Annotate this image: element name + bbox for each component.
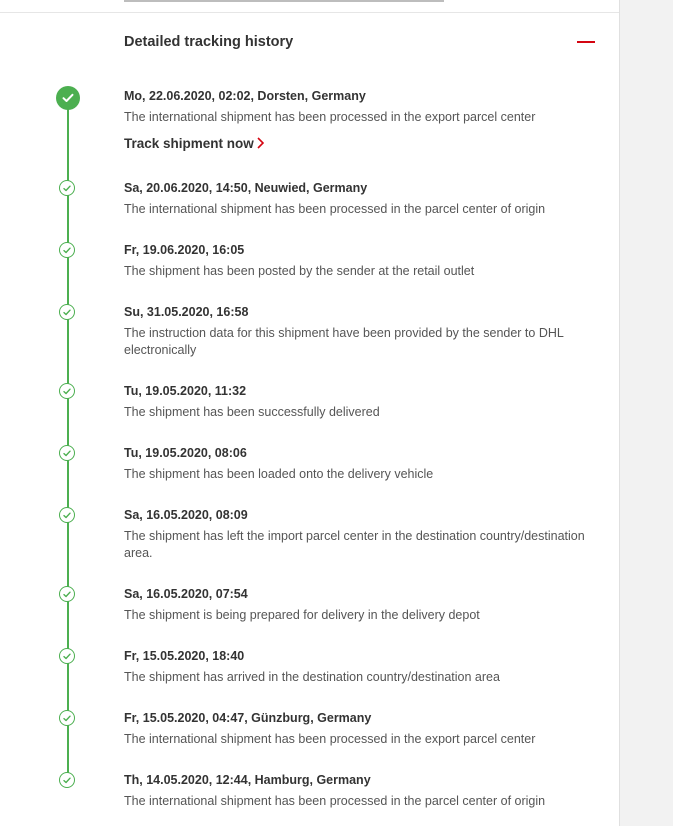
check-circle-filled-icon bbox=[56, 86, 80, 110]
event-description: The instruction data for this shipment have been provided by the sender to DHL electronically bbox=[124, 326, 564, 357]
check-circle-icon bbox=[59, 445, 75, 461]
event-timestamp: Sa, 20.06.2020, 14:50, Neuwied, Germany bbox=[124, 181, 368, 195]
check-circle-icon bbox=[59, 242, 75, 258]
event-description: The shipment has been loaded onto the delivery vehicle bbox=[124, 467, 434, 481]
timeline-event bbox=[124, 586, 594, 624]
divider bbox=[0, 12, 619, 13]
event-description: The international shipment has been processed in the export parcel center bbox=[124, 732, 536, 746]
timeline-event bbox=[124, 710, 594, 748]
collapse-minus-icon[interactable] bbox=[577, 41, 595, 43]
check-circle-icon bbox=[59, 710, 75, 726]
event-timestamp: Fr, 15.05.2020, 04:47, Günzburg, Germany bbox=[124, 711, 372, 725]
check-circle-icon bbox=[59, 772, 75, 788]
event-description: The international shipment has been processed in the export parcel center bbox=[124, 110, 536, 124]
event-timestamp: Fr, 19.06.2020, 16:05 bbox=[124, 243, 245, 257]
event-timestamp: Fr, 15.05.2020, 18:40 bbox=[124, 649, 245, 663]
check-circle-icon bbox=[59, 648, 75, 664]
event-timestamp: Su, 31.05.2020, 16:58 bbox=[124, 305, 249, 319]
timeline-event bbox=[124, 180, 594, 218]
check-circle-icon bbox=[59, 507, 75, 523]
track-shipment-link[interactable] bbox=[124, 136, 264, 153]
section-title: Detailed tracking history bbox=[124, 34, 294, 50]
check-circle-icon bbox=[59, 383, 75, 399]
timeline-event bbox=[124, 383, 594, 421]
chevron-right-icon bbox=[257, 137, 264, 153]
event-description: The shipment has been posted by the sender at the retail outlet bbox=[124, 264, 475, 278]
event-description: The shipment is being prepared for delivery in the delivery depot bbox=[124, 608, 480, 622]
event-timestamp: Sa, 16.05.2020, 08:09 bbox=[124, 508, 248, 522]
event-timestamp: Mo, 22.06.2020, 02:02, Dorsten, Germany bbox=[124, 89, 366, 103]
check-circle-icon bbox=[59, 304, 75, 320]
timeline-event bbox=[124, 648, 594, 686]
event-description: The international shipment has been processed in the parcel center of origin bbox=[124, 202, 546, 216]
event-description: The shipment has been successfully delivered bbox=[124, 405, 380, 419]
check-circle-icon bbox=[59, 586, 75, 602]
timeline-event bbox=[124, 88, 594, 126]
event-timestamp: Tu, 19.05.2020, 08:06 bbox=[124, 446, 247, 460]
top-input-edge bbox=[124, 0, 444, 2]
tracking-history-header[interactable] bbox=[124, 33, 596, 53]
event-description: The shipment has left the import parcel center in the destination country/destination area. bbox=[124, 529, 585, 560]
timeline-line bbox=[67, 97, 69, 781]
event-timestamp: Tu, 19.05.2020, 11:32 bbox=[124, 384, 247, 398]
event-description: The international shipment has been processed in the parcel center of origin bbox=[124, 794, 546, 808]
track-shipment-label: Track shipment now bbox=[124, 136, 254, 151]
timeline-event bbox=[124, 772, 594, 810]
event-description: The shipment has arrived in the destination country/destination area bbox=[124, 670, 500, 684]
check-circle-icon bbox=[59, 180, 75, 196]
timeline-event bbox=[124, 242, 594, 280]
timeline-event bbox=[124, 304, 594, 359]
event-timestamp: Sa, 16.05.2020, 07:54 bbox=[124, 587, 248, 601]
timeline-event bbox=[124, 507, 594, 562]
timeline-event bbox=[124, 445, 594, 483]
event-timestamp: Th, 14.05.2020, 12:44, Hamburg, Germany bbox=[124, 773, 371, 787]
